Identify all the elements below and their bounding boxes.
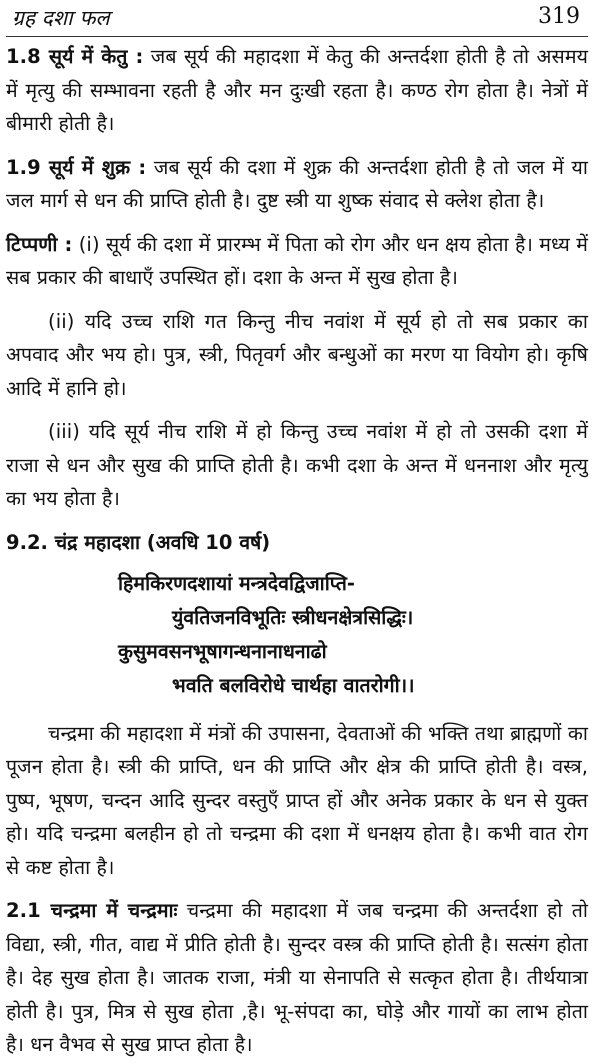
section-heading-moon: 9.2. चंद्र महादशा (अवधि 10 वर्ष) [6,530,271,554]
page-header [6,0,588,40]
section-label: 1.9 सूर्य में शुक्र : [6,155,147,179]
verse-line: हिमकिरणदशायां मन्त्रदेवद्विजाप्ति- [118,571,355,595]
paragraph-note [6,228,588,295]
verse-line: युंवतिजनविभूतिः स्त्रीधनक्षेत्रसिद्धिः। [172,605,414,629]
paragraph-text: (i) सूर्य की दशा में प्रारम्भ में पिता को रोग और धन क्षय होता है। मध्य में सब प्रकार की बाधाएँ उपस्थित हों। दशा के अन्त में सुख होता है। [6,232,589,289]
note-label: टिप्पणी : [6,232,73,256]
header-rule [6,36,588,37]
paragraph-moon-dasha: चन्द्रमा की महादशा में मंत्रों की उपासना, देवताओं की भक्ति तथा ब्राह्मणों का पूजन होता है। स्त्री की प्राप्ति, धन की प्राप्ति और क्षेत्र की प्राप्ति होती है। वस्त्र, पुष्प, भूषण, चन्दन आदि सुन्दर वस्तुएँ प्राप्त हों और अनेक प्रकार के धन से युक्त हो। यदि चन्द्रमा बलहीन हो तो चन्द्रमा की दशा में धनक्षय होता है। कभी वात रोग से कष्ट होता है। [6,721,588,879]
paragraph-text: चन्द्रमा की महादशा में जब चन्द्रमा की अन्तर्दशा हो तो विद्या, स्त्री, गीत, वाद्य में प्रीति होती है। सुन्दर वस्त्र की प्राप्ति होती है। सत्संग होता है। देह सुख होता है। जातक राजा, मंत्री या सेनापति से सत्कृत होता है। तीर्थयात्रा होती है। पुत्र, मित्र से सुख होता ,है। भू-संपदा का, घोड़े और गायों का लाभ होता है। धन वैभव से सुख प्राप्त होता है। [6,899,588,1056]
paragraph-sun-venus [6,151,588,218]
verse-line: कुसुमवसनभूषागन्धनानाधनाढो [118,639,327,663]
paragraph-note-ii: (ii) यदि उच्च राशि गत किन्तु नीच नवांश में सूर्य हो तो सब प्रकार का अपवाद और भय हो। पुत्र, स्त्री, पितृवर्ग और बन्धुओं का मरण या वियोग हो। कृषि आदि में हानि हो। [6,309,588,400]
section-label: 1.8 सूर्य में केतु : [6,45,144,68]
paragraph-moon-moon [6,894,588,1062]
paragraph-text: जब सूर्य की दशा में शुक्र की अन्तर्दशा होती है तो जल में या जल मार्ग से धन की प्राप्ति होती है। दुष्ट स्त्री या शुष्क संवाद से क्लेश होता है। [6,155,588,212]
paragraph-sun-ketu [6,40,588,141]
sanskrit-verse [6,567,588,703]
section-label: 2.1 चन्द्रमा में चन्द्रमाः [6,899,178,922]
paragraph-note-iii: (iii) यदि सूर्य नीच राशि में हो किन्तु उच्च नवांश में हो तो उसकी दशा में राजा से धन और सुख की प्राप्ति होती है। कभी दशा के अन्त में धननाश और मृत्यु का भय होता है। [6,420,588,510]
paragraph-text: जब सूर्य की महादशा में केतु की अन्तर्दशा होती है तो असमय में मृत्यु की सम्भावना रहती है और मन दुःखी रहता है। कण्ठ रोग होता है। नेत्रों में बीमारी होती है। [6,45,588,135]
running-title: ग्रह दशा फल [12,6,110,30]
verse-line: भवति बलविरोधे चार्थहा वातरोगी।। [172,673,415,697]
page-number: 319 [538,4,580,29]
